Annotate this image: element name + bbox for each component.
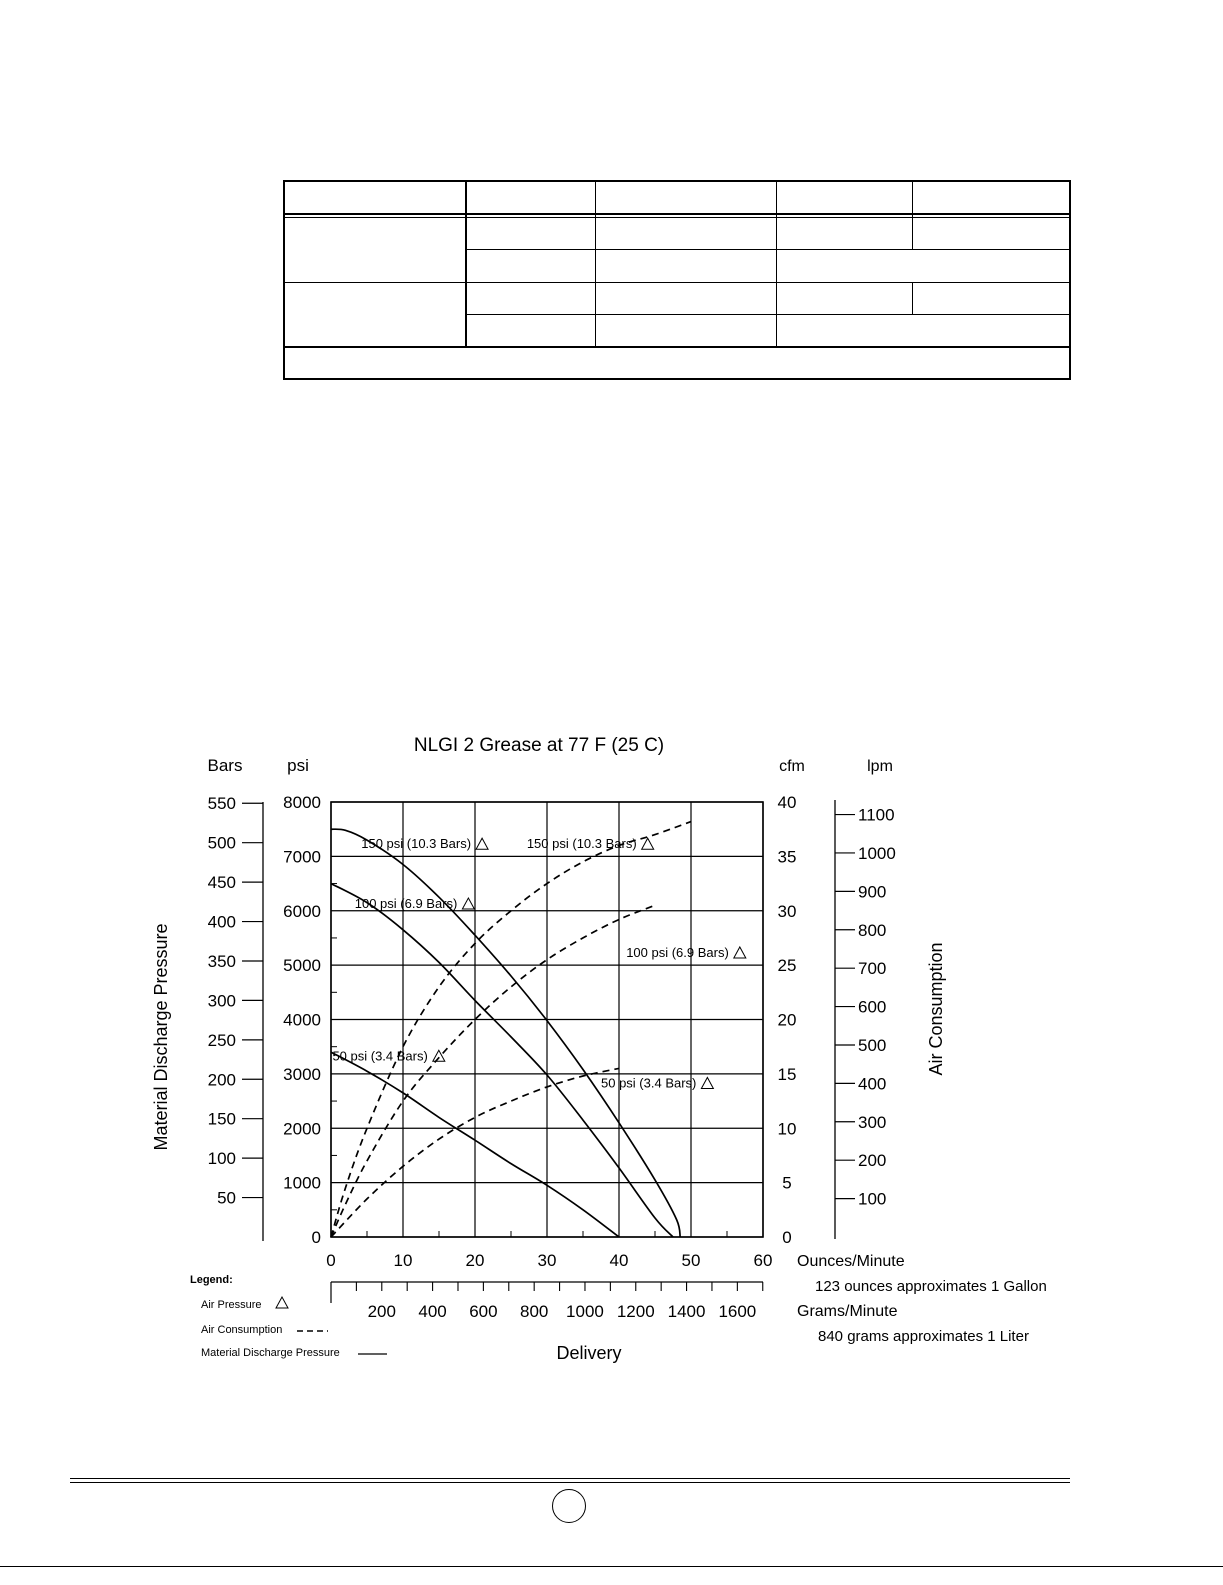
x-unit-ounces: Ounces/Minute xyxy=(797,1253,905,1270)
lpm-axis-label: lpm xyxy=(867,758,893,775)
psi-tick-label: 5000 xyxy=(283,956,321,976)
lpm-tick-label: 1100 xyxy=(858,805,895,825)
triangle-icon xyxy=(734,947,746,958)
cfm-tick-label: 15 xyxy=(777,1064,797,1084)
lpm-tick-label: 200 xyxy=(858,1151,887,1171)
x-note-liter: 840 grams approximates 1 Liter xyxy=(818,1328,1029,1345)
psi-tick-label: 4000 xyxy=(283,1010,321,1030)
footer-rule xyxy=(70,1478,1070,1479)
bars-tick-label: 350 xyxy=(207,951,236,971)
curve-annotation-label: 100 psi (6.9 Bars) xyxy=(626,944,729,960)
ounces-tick-label: 60 xyxy=(753,1251,773,1270)
psi-axis-label: psi xyxy=(287,756,309,775)
left-axis-title: Material Discharge Pressure xyxy=(151,923,171,1151)
cfm-axis-label: cfm xyxy=(779,758,805,775)
grams-tick-label: 600 xyxy=(469,1302,498,1321)
grams-tick-label: 1400 xyxy=(667,1302,706,1321)
right-axis-title: Air Consumption xyxy=(926,942,946,1076)
cfm-tick-label: 30 xyxy=(777,901,797,921)
grams-tick-label: 200 xyxy=(367,1302,396,1321)
triangle-icon xyxy=(701,1077,713,1088)
psi-tick-label: 7000 xyxy=(283,847,321,867)
legend xyxy=(190,1274,387,1359)
chart-title: NLGI 2 Grease at 77 F (25 C) xyxy=(413,735,665,756)
lpm-tick-label: 900 xyxy=(858,882,887,902)
cfm-tick-label: 10 xyxy=(777,1119,797,1139)
lpm-tick-label: 700 xyxy=(858,959,887,979)
psi-tick-label: 3000 xyxy=(283,1064,321,1084)
bottom-rule xyxy=(0,1566,1223,1567)
triangle-icon xyxy=(276,1297,288,1308)
cfm-tick-label: 25 xyxy=(777,956,797,976)
triangle-icon xyxy=(476,838,488,849)
air-consumption-curve xyxy=(331,822,691,1237)
bars-tick-label: 100 xyxy=(207,1149,236,1169)
legend-item-label: Air Consumption xyxy=(201,1324,283,1336)
x-axis-label: Delivery xyxy=(556,1343,622,1363)
triangle-icon xyxy=(462,898,474,909)
grams-tick-label: 1200 xyxy=(616,1302,655,1321)
psi-tick-label: 1000 xyxy=(283,1173,321,1193)
cfm-tick-label: 5 xyxy=(782,1173,792,1193)
bars-tick-label: 150 xyxy=(207,1109,236,1129)
lpm-tick-label: 1000 xyxy=(858,843,896,863)
cfm-tick-label: 40 xyxy=(777,793,797,812)
ounces-tick-label: 0 xyxy=(326,1251,336,1270)
lpm-tick-label: 400 xyxy=(858,1074,887,1094)
bars-tick-label: 50 xyxy=(217,1188,236,1208)
bars-tick-label: 300 xyxy=(207,991,236,1011)
grams-tick-label: 800 xyxy=(519,1302,549,1321)
triangle-icon xyxy=(642,838,654,849)
ounces-tick-label: 50 xyxy=(681,1251,701,1270)
footer-rule xyxy=(70,1482,1070,1483)
bars-tick-label: 500 xyxy=(207,833,236,853)
ounces-tick-label: 20 xyxy=(465,1251,485,1270)
legend-item-label: Air Pressure xyxy=(201,1299,262,1311)
x-unit-grams: Grams/Minute xyxy=(797,1303,898,1320)
cfm-tick-label: 20 xyxy=(777,1010,797,1030)
page-number-circle xyxy=(552,1489,586,1523)
psi-tick-label: 2000 xyxy=(283,1119,321,1139)
lpm-tick-label: 600 xyxy=(858,997,887,1017)
legend-item-label: Material Discharge Pressure xyxy=(201,1347,340,1359)
curve-annotation-label: 50 psi (3.4 Bars) xyxy=(332,1048,428,1064)
bars-tick-label: 200 xyxy=(207,1070,236,1090)
curve-annotation-label: 150 psi (10.3 Bars) xyxy=(361,836,472,852)
x-note-gallon: 123 ounces approximates 1 Gallon xyxy=(815,1278,1047,1295)
curve-annotation-label: 100 psi (6.9 Bars) xyxy=(354,896,458,912)
axes-layer xyxy=(208,793,896,1321)
cfm-tick-label: 0 xyxy=(782,1228,792,1247)
bars-tick-label: 250 xyxy=(207,1030,236,1050)
psi-tick-label: 0 xyxy=(311,1228,321,1247)
annotation-layer xyxy=(332,836,745,1090)
grams-tick-label: 1000 xyxy=(566,1302,604,1321)
lpm-tick-label: 100 xyxy=(858,1189,887,1209)
bars-tick-label: 400 xyxy=(207,912,236,932)
lpm-tick-label: 800 xyxy=(858,920,887,940)
lpm-tick-label: 500 xyxy=(858,1035,887,1055)
grams-tick-label: 1600 xyxy=(718,1302,757,1321)
psi-tick-label: 6000 xyxy=(283,901,321,921)
cfm-tick-label: 35 xyxy=(777,847,797,867)
bars-tick-label: 450 xyxy=(207,873,236,893)
ounces-tick-label: 10 xyxy=(393,1251,413,1270)
psi-tick-label: 8000 xyxy=(283,793,321,812)
series-layer xyxy=(331,822,691,1237)
legend-title: Legend: xyxy=(190,1274,233,1286)
ounces-tick-label: 30 xyxy=(537,1251,557,1270)
grams-tick-label: 400 xyxy=(418,1302,447,1321)
ounces-tick-label: 40 xyxy=(609,1251,629,1270)
lpm-tick-label: 300 xyxy=(858,1112,887,1132)
curve-annotation-label: 50 psi (3.4 Bars) xyxy=(601,1075,697,1091)
bars-tick-label: 550 xyxy=(207,794,236,814)
curve-annotation-label: 150 psi (10.3 Bars) xyxy=(526,836,637,852)
bars-axis-label: Bars xyxy=(207,756,243,775)
discharge-pressure-curve xyxy=(331,829,680,1237)
